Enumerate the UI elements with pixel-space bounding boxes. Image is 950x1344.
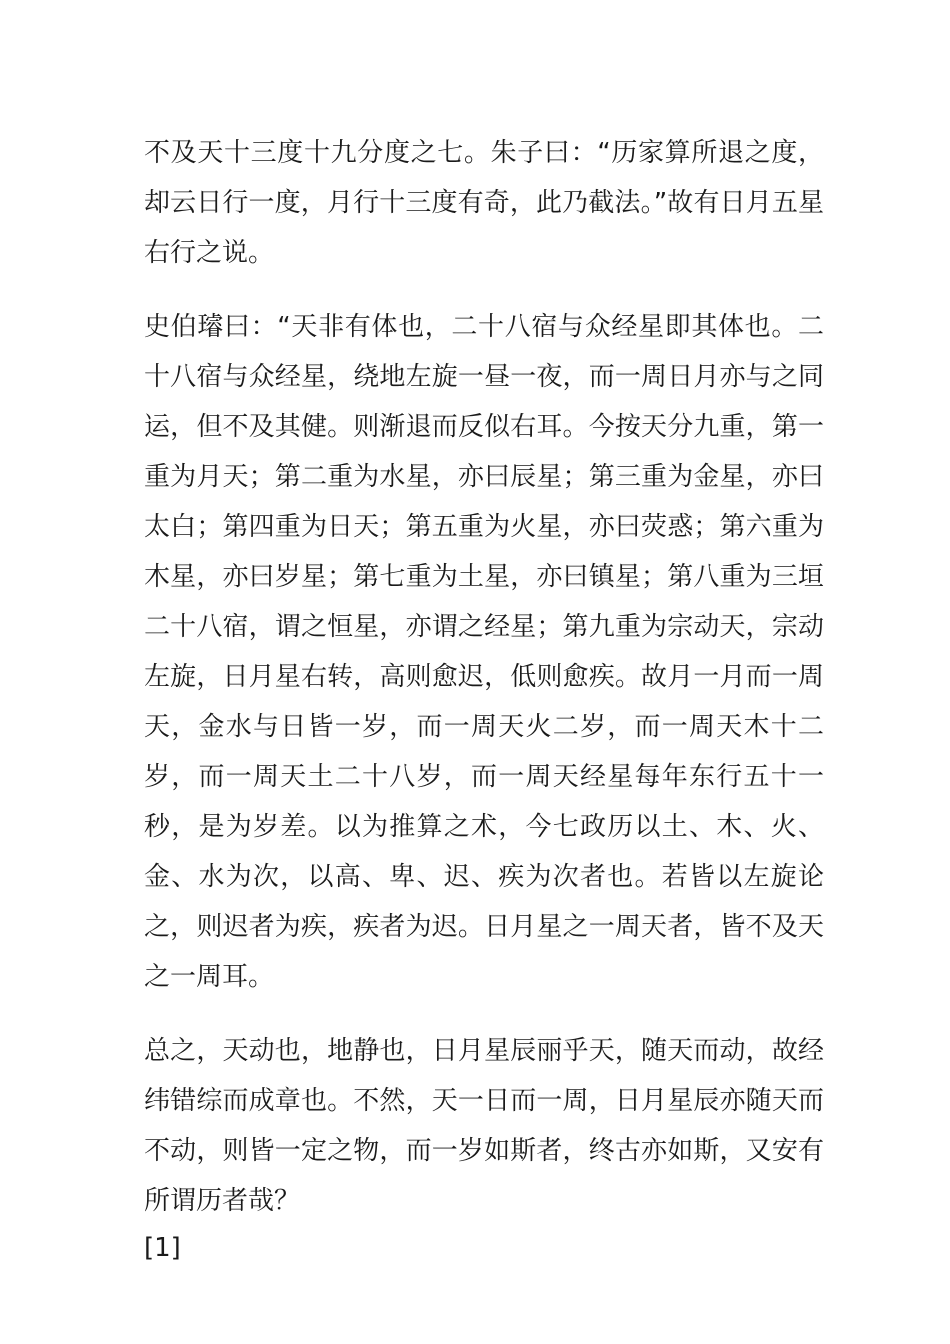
paragraph: 史伯璿曰：“天非有体也，二十八宿与众经星即其体也。二十八宿与众经星，绕地左旋一昼一夜，而一周日月亦与之同运，但不及其健。则渐退而反似右耳。今按天分九重，第一重为月天；第二重为水星，亦曰辰星；第三重为金星，亦曰太白；第四重为日天；第五重为火星，亦曰荧惑；第六重为木星，亦曰岁星；第七重为土星，亦曰镇星；第八重为三垣二十八宿，谓之恒星，亦谓之经星；第九重为宗动天，宗动左旋，日月星右转，高则愈迟，低则愈疾。故月一月而一周天，金水与日皆一岁，而一周天火二岁，而一周天木十二岁，而一周天土二十八岁，而一周天经星每年东行五十一秒，是为岁差。以为推算之术，今七政历以土、木、火、金、水为次，以高、卑、迟、疾为次者也。若皆以左旋论之，则迟者为疾，疾者为迟。日月星之一周天者，皆不及天之一周耳。 (144, 312, 824, 992)
document-page (144, 128, 824, 1270)
paragraph: 不及天十三度十九分度之七。朱子曰：“历家算所退之度，却云日行一度，月行十三度有奇，此乃截法。”故有日月五星右行之说。 (144, 138, 824, 268)
paragraph: 总之，天动也，地静也，日月星辰丽乎天，随天而动，故经纬错综而成章也。不然，天一日而一周，日月星辰亦随天而不动，则皆一定之物，而一岁如斯者，终古亦如斯，又安有所谓历者哉？ (144, 1036, 824, 1216)
footnote-marker: [1] (144, 1233, 181, 1263)
